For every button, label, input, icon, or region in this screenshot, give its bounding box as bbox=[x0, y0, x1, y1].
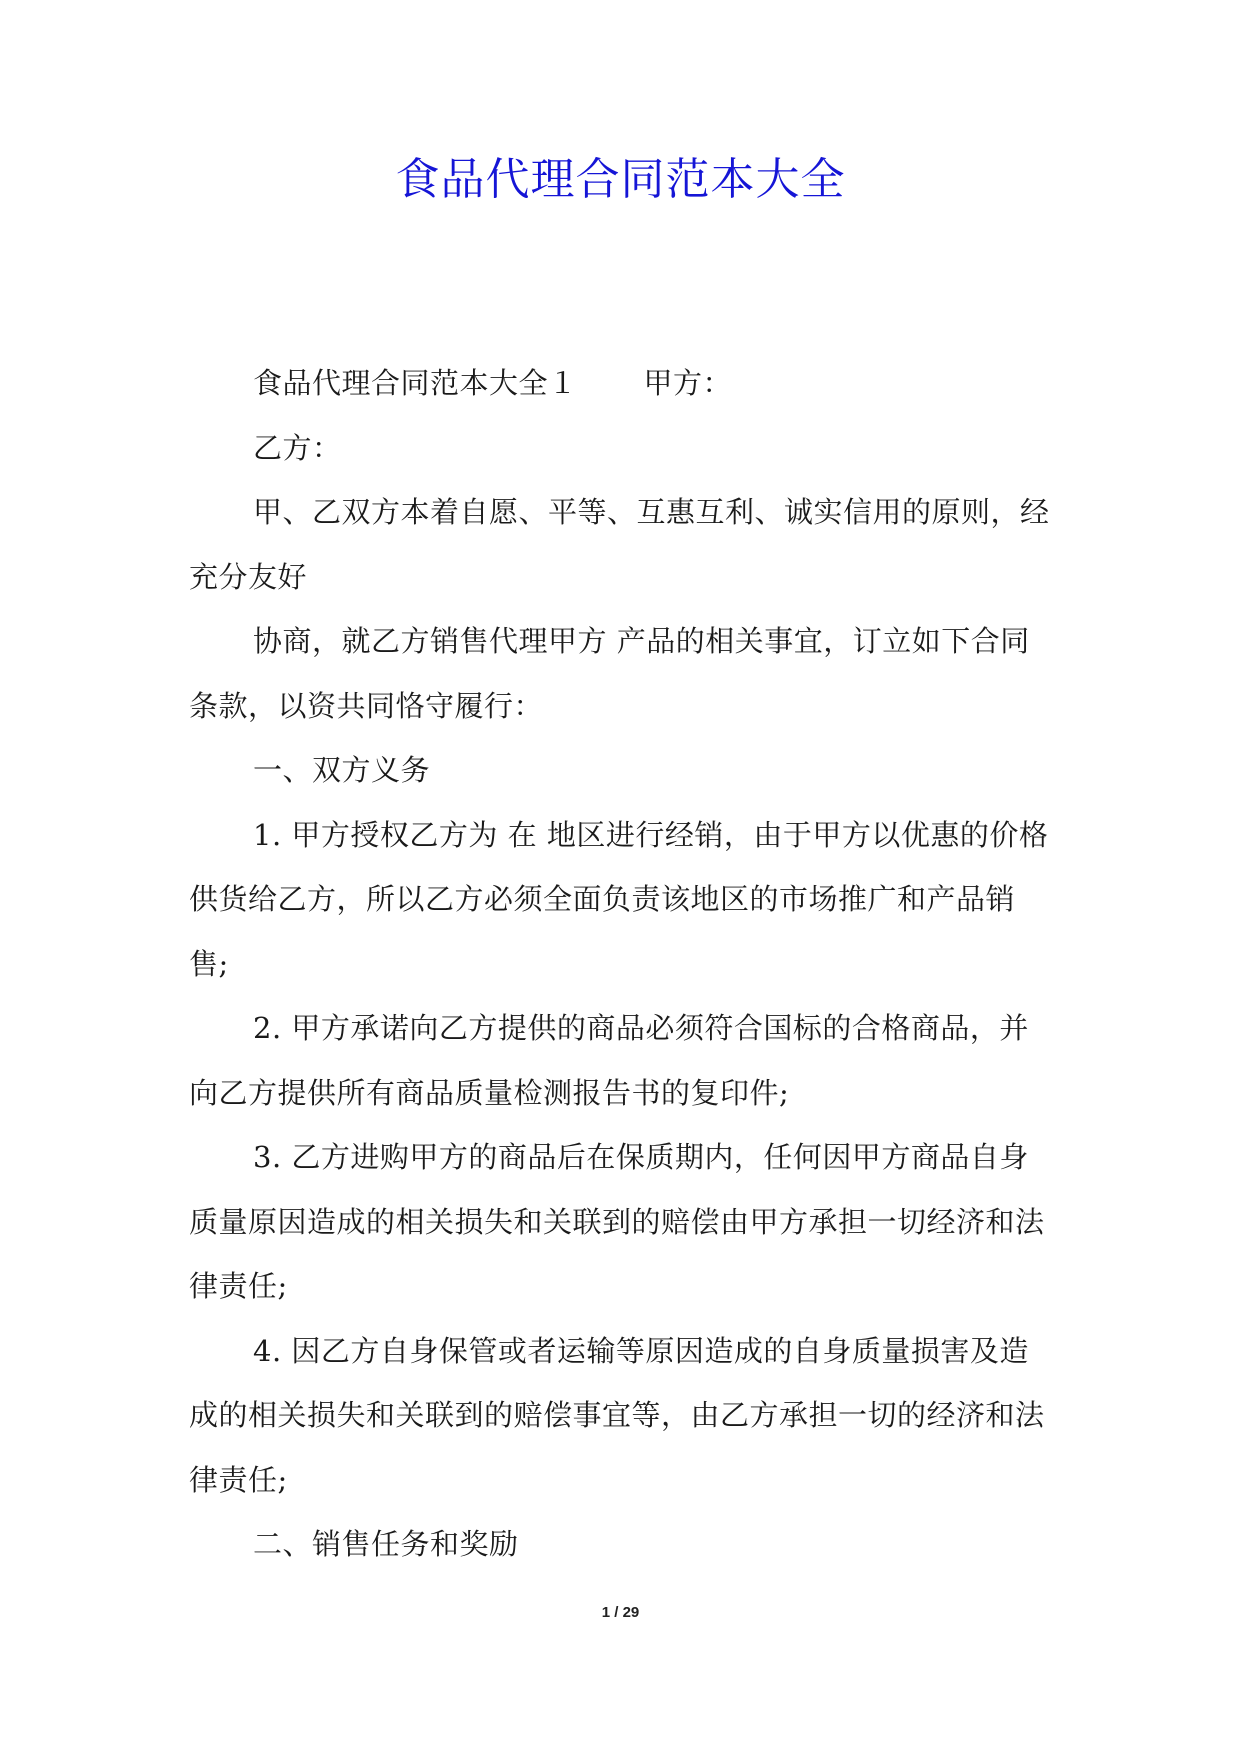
contract-heading: 食品代理合同范本大全１ bbox=[253, 366, 578, 400]
document-title: 食品代理合同范本大全 bbox=[395, 154, 846, 205]
document-body bbox=[189, 351, 1051, 1577]
page-indicator: 1 / 29 bbox=[601, 1604, 640, 1621]
paragraph: 乙方： bbox=[253, 430, 342, 465]
paragraph: 4. 因乙方自身保管或者运输等原因造成的自身质量损害及造成的相关损失和关联到的赔偿事宜等，由乙方承担一切的经济和法律责任; bbox=[189, 1333, 1045, 1497]
section-heading: 二、销售任务和奖励 bbox=[253, 1527, 519, 1561]
paragraph-heading bbox=[189, 351, 1051, 416]
party-a-label: 甲方： bbox=[643, 366, 733, 400]
paragraph: 2. 甲方承诺向乙方提供的商品必须符合国标的合格商品，并向乙方提供所有商品质量检测报告书的复印件; bbox=[189, 1011, 1029, 1110]
section-heading: 一、双方义务 bbox=[253, 753, 431, 787]
paragraph: 甲、乙双方本着自愿、平等、互惠互利、诚实信用的原则，经充分友好 bbox=[189, 495, 1050, 594]
paragraph: 1. 甲方授权乙方为 在 地区进行经销，由于甲方以优惠的价格供货给乙方，所以乙方必须全面负责该地区的市场推广和产品销售; bbox=[189, 817, 1049, 981]
paragraph: 3. 乙方进购甲方的商品后在保质期内，任何因甲方商品自身质量原因造成的相关损失和关联到的赔偿由甲方承担一切经济和法律责任; bbox=[189, 1140, 1045, 1303]
paragraph: 协商，就乙方销售代理甲方 产品的相关事宜，订立如下合同条款，以资共同恪守履行： bbox=[189, 624, 1030, 723]
